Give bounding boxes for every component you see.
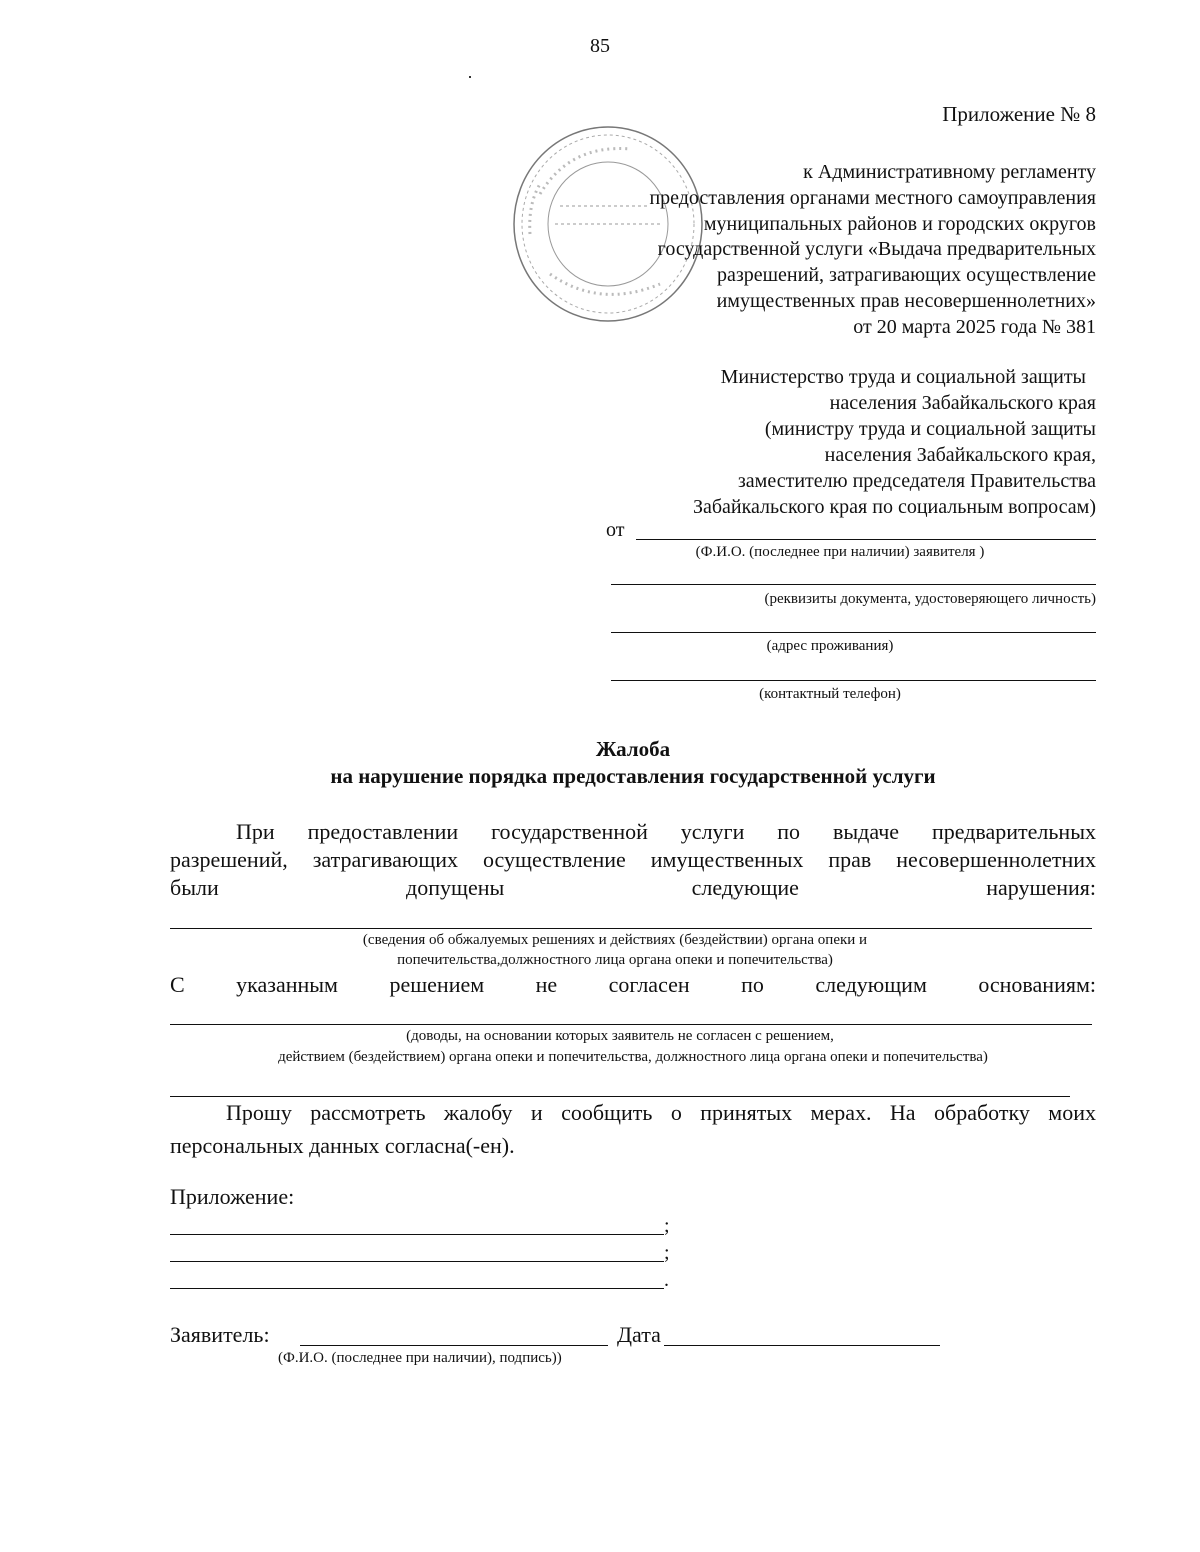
addressee-line: заместителю председателя Правительства — [737, 470, 1096, 492]
grounds-caption-2: действием (бездействием) органа опеки и попечительства, должностного лица органа опеки и попечительства) — [278, 1049, 988, 1065]
applicant-document-line[interactable] — [611, 584, 1096, 585]
attachment-end-3: . — [664, 1269, 669, 1291]
applicant-address-caption: (адрес проживания) — [766, 638, 894, 654]
appendix-line: муниципальных районов и городских округов — [703, 212, 1096, 235]
applicant-label: Заявитель: — [170, 1322, 270, 1347]
complaint-subtitle: на нарушение порядка предоставления государственной услуги — [330, 764, 936, 788]
signature-caption: (Ф.И.О. (последнее при наличии), подпись)) — [278, 1350, 562, 1366]
addressee-line: населения Забайкальского края — [829, 392, 1096, 414]
grounds-line[interactable] — [170, 1024, 1092, 1025]
page-number: 85 — [590, 35, 610, 57]
applicant-document-caption: (реквизиты документа, удостоверяющего личность) — [764, 591, 1096, 607]
appendix-reference — [450, 160, 1096, 341]
attachment-line-3[interactable] — [170, 1288, 664, 1289]
attachment-end-2: ; — [664, 1242, 670, 1264]
attachment-line-2[interactable] — [170, 1261, 664, 1262]
appendix-line: имущественных прав несовершеннолетних» — [716, 289, 1096, 312]
request-line2: персональных данных согласна(-ен). — [170, 1133, 515, 1158]
addressee-line: Забайкальского края по социальным вопросам) — [692, 496, 1096, 518]
attachment-end-1: ; — [664, 1215, 670, 1237]
appendix-line: государственной услуги «Выдача предварительных — [657, 238, 1096, 261]
appendix-line: разрешений, затрагивающих осуществление — [717, 264, 1096, 287]
para1-line1: При предоставлении государственной услуги по выдаче предварительных — [236, 819, 1096, 844]
appendix-line: к Административному регламенту — [803, 161, 1096, 183]
addressee — [450, 364, 1096, 520]
attachments-label: Приложение: — [170, 1184, 295, 1209]
speck — [469, 76, 471, 78]
applicant-phone-line[interactable] — [611, 680, 1096, 681]
complaint-title: Жалоба — [595, 737, 671, 761]
appendix-line: от 20 марта 2025 года № 381 — [853, 315, 1096, 338]
addressee-line: Министерство труда и социальной защиты — [720, 366, 1086, 388]
addressee-line: (министру труда и социальной защиты — [764, 418, 1096, 440]
para1-line2: разрешений, затрагивающих осуществление имущественных прав несовершеннолетних — [170, 847, 1096, 872]
applicant-phone-caption: (контактный телефон) — [759, 686, 901, 702]
appendix-title: Приложение № 8 — [942, 102, 1096, 126]
para1-line3: были допущены следующие нарушения: — [170, 875, 1096, 900]
addressee-line: населения Забайкальского края, — [824, 444, 1096, 466]
request-line1: Прошу рассмотреть жалобу и сообщить о принятых мерах. На обработку моих — [226, 1100, 1096, 1125]
from-label: от — [606, 519, 625, 541]
applicant-name-caption: (Ф.И.О. (последнее при наличии) заявителя ) — [695, 544, 985, 560]
attachment-line-1[interactable] — [170, 1234, 664, 1235]
applicant-signature-line[interactable] — [300, 1345, 608, 1346]
violations-caption-2: попечительства,должностного лица органа опеки и попечительства) — [397, 952, 833, 968]
grounds-caption-1: (доводы, на основании которых заявитель не согласен с решением, — [406, 1028, 834, 1044]
date-label: Дата — [617, 1322, 661, 1347]
applicant-name-line[interactable] — [636, 539, 1096, 540]
applicant-address-line[interactable] — [611, 632, 1096, 633]
grounds-extra-line[interactable] — [170, 1096, 1070, 1097]
date-line[interactable] — [664, 1345, 940, 1346]
violations-line[interactable] — [170, 928, 1092, 929]
appendix-line: предоставления органами местного самоуправления — [649, 186, 1096, 209]
violations-caption-1: (сведения об обжалуемых решениях и действиях (бездействии) органа опеки и — [362, 932, 868, 948]
disagree-line: С указанным решением не согласен по следующим основаниям: — [170, 972, 1096, 997]
